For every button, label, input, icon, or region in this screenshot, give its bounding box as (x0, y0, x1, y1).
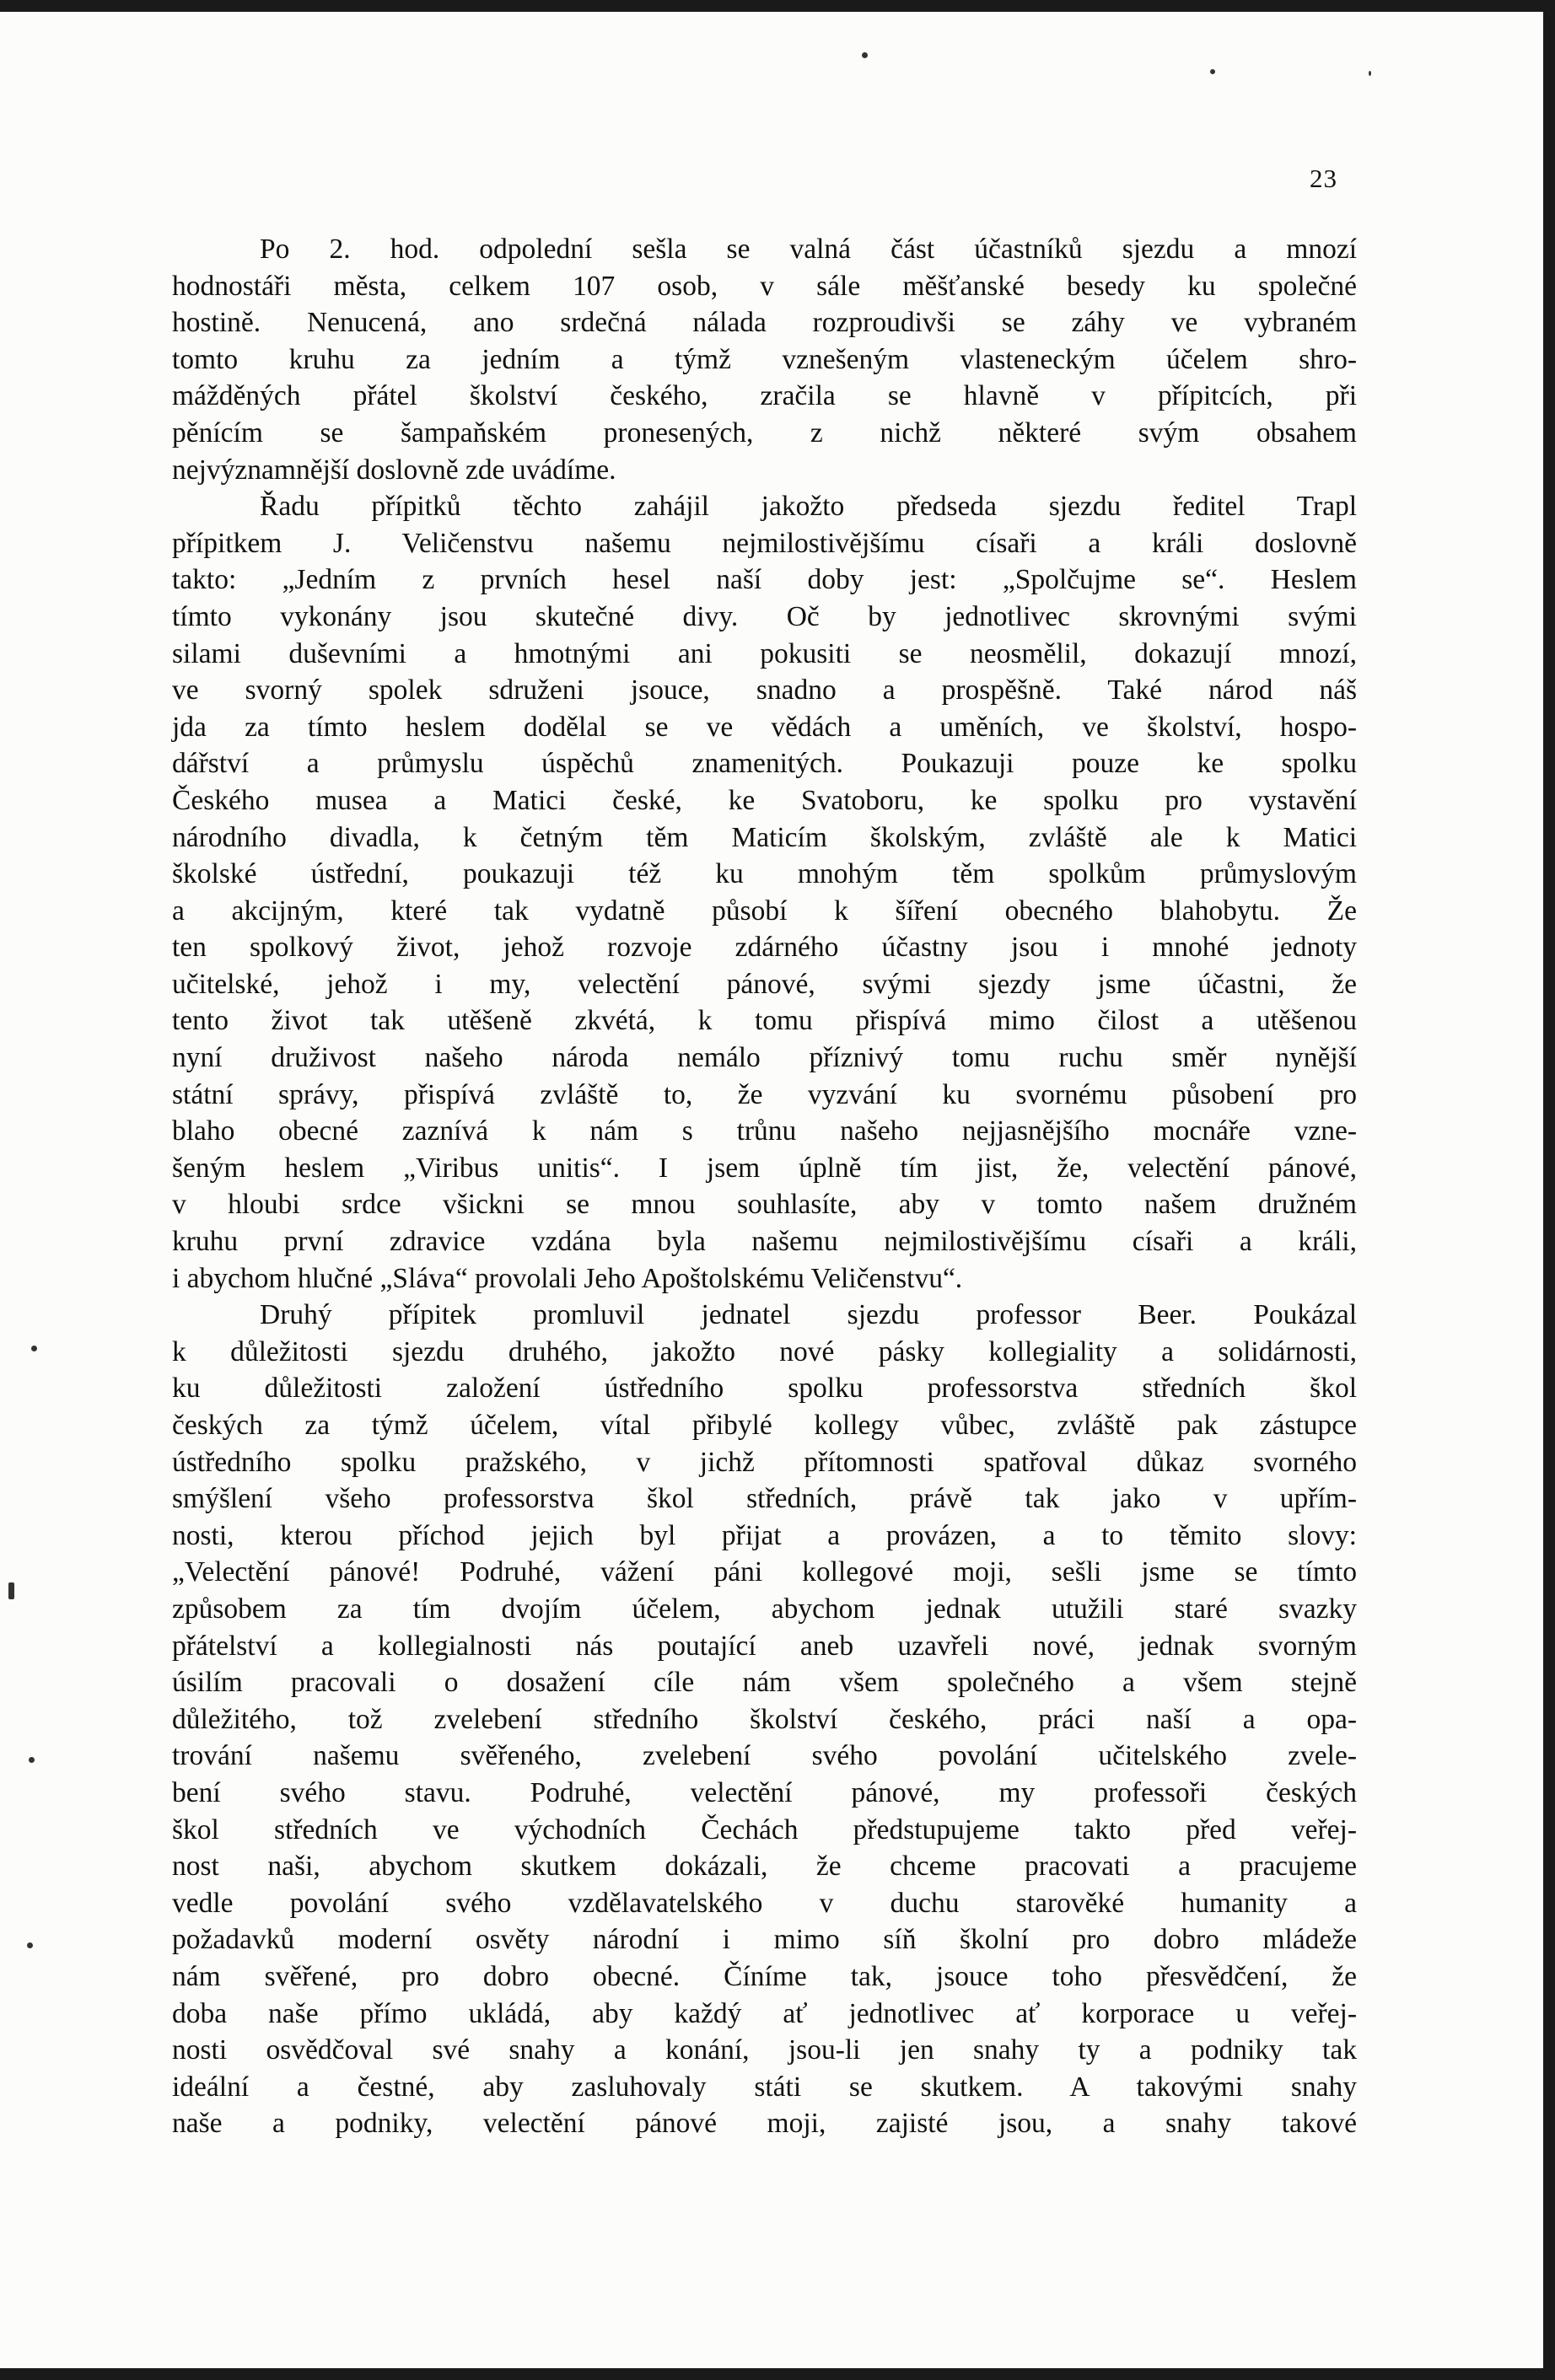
text-line: ten spolkový život, jehož rozvoje zdárného účastny jsou i mnohé jednoty (172, 932, 1357, 964)
text-line: školské ústřední, poukazuji též ku mnohým těm spolkům průmyslovým (172, 858, 1357, 890)
text-line: nyní druživost našeho národa nemálo příznivý tomu ruchu směr nynější (172, 1042, 1357, 1074)
text-line: mážděných přátel školství českého, zračila se hlavně v přípitcích, při (172, 380, 1357, 412)
text-line: státní správy, přispívá zvláště to, že vyzvání ku svornému působení pro (172, 1078, 1357, 1110)
text-line: pěnícím se šampaňském pronesených, z nichž některé svým obsahem (172, 416, 1357, 449)
text-line: nám svěřené, pro dobro obecné. Číníme tak, jsouce toho přesvědčení, že (172, 1960, 1357, 1992)
text-line: nosti osvědčoval své snahy a konání, jsou-li jen snahy ty a podniky tak (172, 2034, 1357, 2066)
page-number: 23 (1310, 164, 1337, 193)
scan-speck (1369, 71, 1371, 76)
text-line: přípitkem J. Veličenstvu našemu nejmilostivějšímu císaři a králi doslovně (172, 527, 1357, 559)
text-line: tomto kruhu za jedním a týmž vznešeným vlasteneckým účelem shro- (172, 343, 1357, 375)
text-line: nosti, kterou příchod jejich byl přijat a provázen, a to těmito slovy: (172, 1519, 1357, 1551)
text-line: šeným heslem „Viribus unitis“. I jsem úplně tím jist, že, velectění pánové, (172, 1152, 1357, 1184)
text-line: silami duševními a hmotnými ani pokusiti se neosmělil, dokazují mnozí, (172, 637, 1357, 669)
text-line: v hloubi srdce všickni se mnou souhlasíte, aby v tomto našem družném (172, 1189, 1357, 1221)
scan-speck (31, 1346, 37, 1351)
body-text (172, 231, 1357, 2142)
text-line: způsobem za tím dvojím účelem, abychom jednak utužili staré svazky (172, 1593, 1357, 1625)
text-line: tímto vykonány jsou skutečné divy. Oč by jednotlivec skrovnými svými (172, 600, 1357, 632)
text-line: vedle povolání svého vzdělavatelského v duchu starověké humanity a (172, 1887, 1357, 1919)
text-line: jda za tímto heslem dodělal se ve vědách a uměních, ve školství, hospo- (172, 711, 1357, 743)
text-line: blaho obecné zaznívá k nám s trůnu našeho nejjasnějšího mocnáře vzne- (172, 1115, 1357, 1147)
text-line: národního divadla, k četným těm Maticím školským, zvláště ale k Matici (172, 821, 1357, 853)
text-line: nejvýznamnější doslovně zde uvádíme. (172, 454, 616, 486)
text-line: doba naše přímo ukládá, aby každý ať jednotlivec ať korporace u veřej- (172, 1997, 1357, 2029)
text-line: takto: „Jedním z prvních hesel naší doby jest: „Spolčujme se“. Heslem (172, 564, 1357, 596)
scan-speck (862, 52, 868, 58)
text-line: úsilím pracovali o dosažení cíle nám všem společného a všem stejně (172, 1667, 1357, 1699)
text-line: ideální a čestné, aby zasluhovaly státi se skutkem. A takovými snahy (172, 2071, 1357, 2103)
text-line: důležitého, tož zvelebení středního školství českého, práci naší a opa- (172, 1703, 1357, 1735)
text-line: smýšlení všeho professorstva škol středních, právě tak jako v upřím- (172, 1483, 1357, 1515)
text-line: Druhý přípitek promluvil jednatel sjezdu professor Beer. Poukázal (260, 1299, 1357, 1331)
scan-speck (8, 1582, 14, 1599)
text-line: hostině. Nenucená, ano srdečná nálada rozproudivši se záhy ve vybraném (172, 307, 1357, 339)
text-line: škol středních ve východních Čechách předstupujeme takto před veřej- (172, 1813, 1357, 1845)
text-line: tento život tak utěšeně zkvétá, k tomu přispívá mimo čilost a utěšenou (172, 1005, 1357, 1037)
text-line: českých za týmž účelem, vítal přibylé kollegy vůbec, zvláště pak zástupce (172, 1410, 1357, 1441)
text-line: ku důležitosti založení ústředního spolku professorstva středních škol (172, 1373, 1357, 1405)
scan-speck (1210, 69, 1215, 74)
text-line: naše a podniky, velectění pánové moji, zajisté jsou, a snahy takové (172, 2108, 1357, 2140)
text-line: nost naši, abychom skutkem dokázali, že chceme pracovati a pracujeme (172, 1851, 1357, 1883)
text-line: hodnostáři města, celkem 107 osob, v sále měšťanské besedy ku společné (172, 270, 1357, 302)
text-line: trování našemu svěřeného, zvelebení svého povolání učitelského zvele- (172, 1740, 1357, 1772)
scan-speck (29, 1757, 35, 1763)
text-line: ústředního spolku pražského, v jichž přítomnosti spatřoval důkaz svorného (172, 1446, 1357, 1478)
text-line: ve svorný spolek sdruženi jsouce, snadno a prospěšně. Také národ náš (172, 674, 1357, 706)
text-line: Po 2. hod. odpolední sešla se valná část účastníků sjezdu a mnozí (260, 234, 1357, 265)
text-line: bení svého stavu. Podruhé, velectění pánové, my professoři českých (172, 1776, 1357, 1808)
scan-speck (27, 1942, 33, 1948)
text-line: i abychom hlučné „Sláva“ provolali Jeho Apoštolskému Veličenstvu“. (172, 1262, 963, 1294)
text-line: přátelství a kollegialnosti nás poutající aneb uzavřeli nové, jednak svorným (172, 1630, 1357, 1662)
text-line: Řadu přípitků těchto zahájil jakožto předseda sjezdu ředitel Trapl (260, 491, 1357, 523)
text-line: k důležitosti sjezdu druhého, jakožto nové pásky kollegiality a solidárnosti, (172, 1335, 1357, 1367)
text-line: Českého musea a Matici české, ke Svatoboru, ke spolku pro vystavění (172, 784, 1357, 816)
text-line: „Velectění pánové! Podruhé, vážení páni kollegové moji, sešli jsme se tímto (172, 1556, 1357, 1588)
text-line: a akcijným, které tak vydatně působí k šíření obecného blahobytu. Že (172, 895, 1357, 927)
text-line: učitelské, jehož i my, velectění pánové, svými sjezdy jsme účastni, že (172, 968, 1357, 1000)
text-line: dářství a průmyslu úspěchů znamenitých. Poukazuji pouze ke spolku (172, 748, 1357, 780)
text-line: kruhu první zdravice vzdána byla našemu nejmilostivějšímu císaři a králi, (172, 1226, 1357, 1258)
text-line: požadavků moderní osvěty národní i mimo síň školní pro dobro mládeže (172, 1924, 1357, 1956)
